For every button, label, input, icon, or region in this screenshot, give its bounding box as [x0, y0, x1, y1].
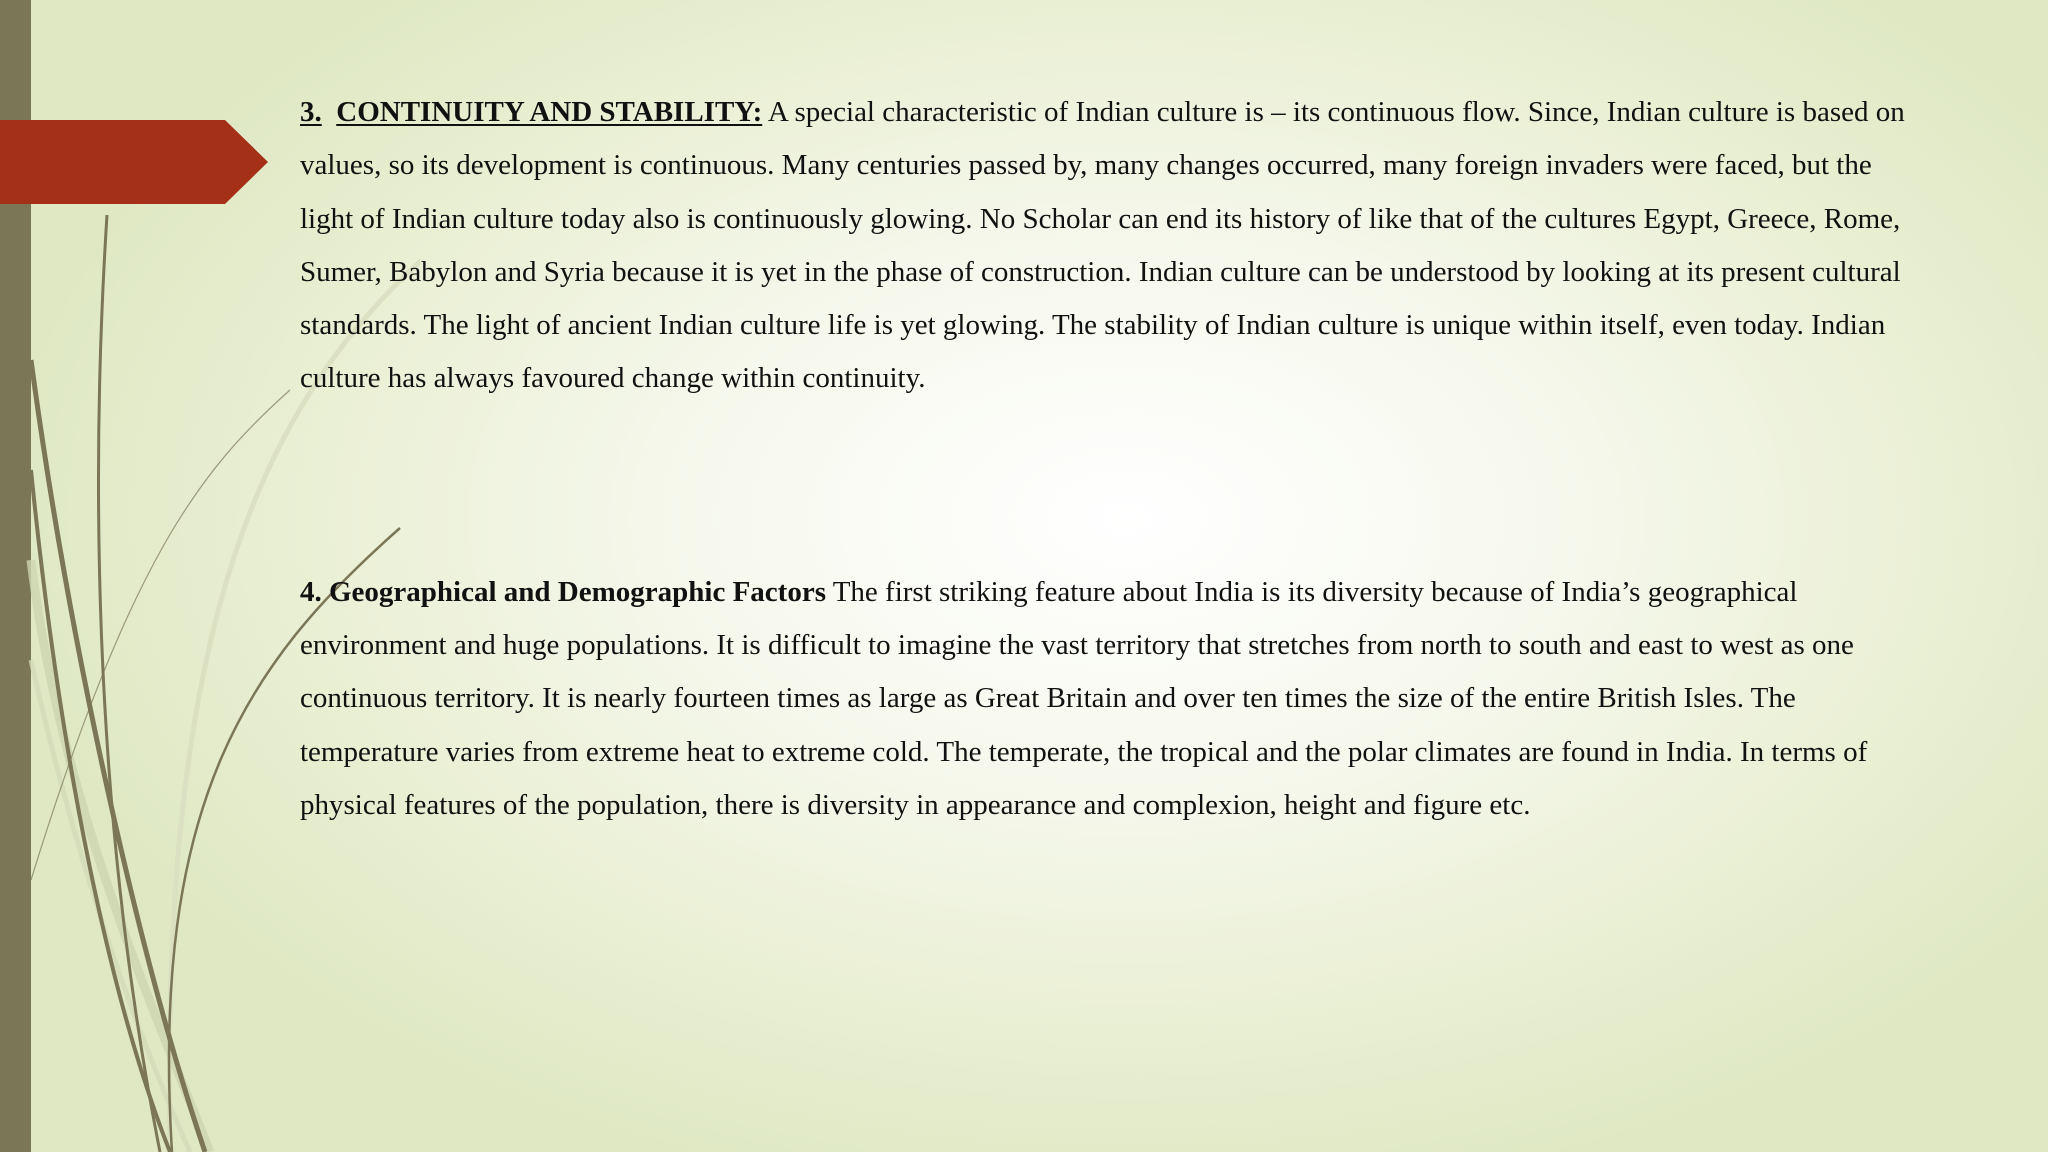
paragraph-continuity-stability: [300, 86, 1910, 406]
paragraph-heading: CONTINUITY AND STABILITY:: [336, 96, 763, 128]
paragraph-body: A special characteristic of Indian culture is – its continuous flow. Since, Indian culture is based on values, so its development is continuous. Many centuries passed by, many changes occurred, many foreign invaders were faced, but the light of Indian culture today also is continuously glowing. No Scholar can end its history of like that of the cultures Egypt, Greece, Rome, Sumer, Babylon and Syria because it is yet in the phase of construction. Indian culture can be understood by looking at its present cultural standards. The light of ancient Indian culture life is yet glowing. The stability of Indian culture is unique within itself, even today. Indian culture has always favoured change within continuity.: [300, 96, 1905, 395]
slide-content: [300, 86, 1910, 832]
paragraph-heading: 4. Geographical and Demographic Factors: [300, 575, 826, 608]
paragraph-body: The first striking feature about India is its diversity because of India’s geographical environment and huge populations. It is difficult to imagine the vast territory that stretches from north to south and east to west as one continuous territory. It is nearly fourteen times as large as Great Britain and over ten times the size of the entire British Isles. The temperature varies from extreme heat to extreme cold. The temperate, the tropical and the polar climates are found in India. In terms of physical features of the population, there is diversity in appearance and complexion, height and figure etc.: [300, 575, 1868, 821]
paragraph-number: 3.: [300, 96, 322, 128]
arrow-tab: [0, 120, 268, 204]
paragraph-geographical-demographic: [300, 566, 1910, 832]
